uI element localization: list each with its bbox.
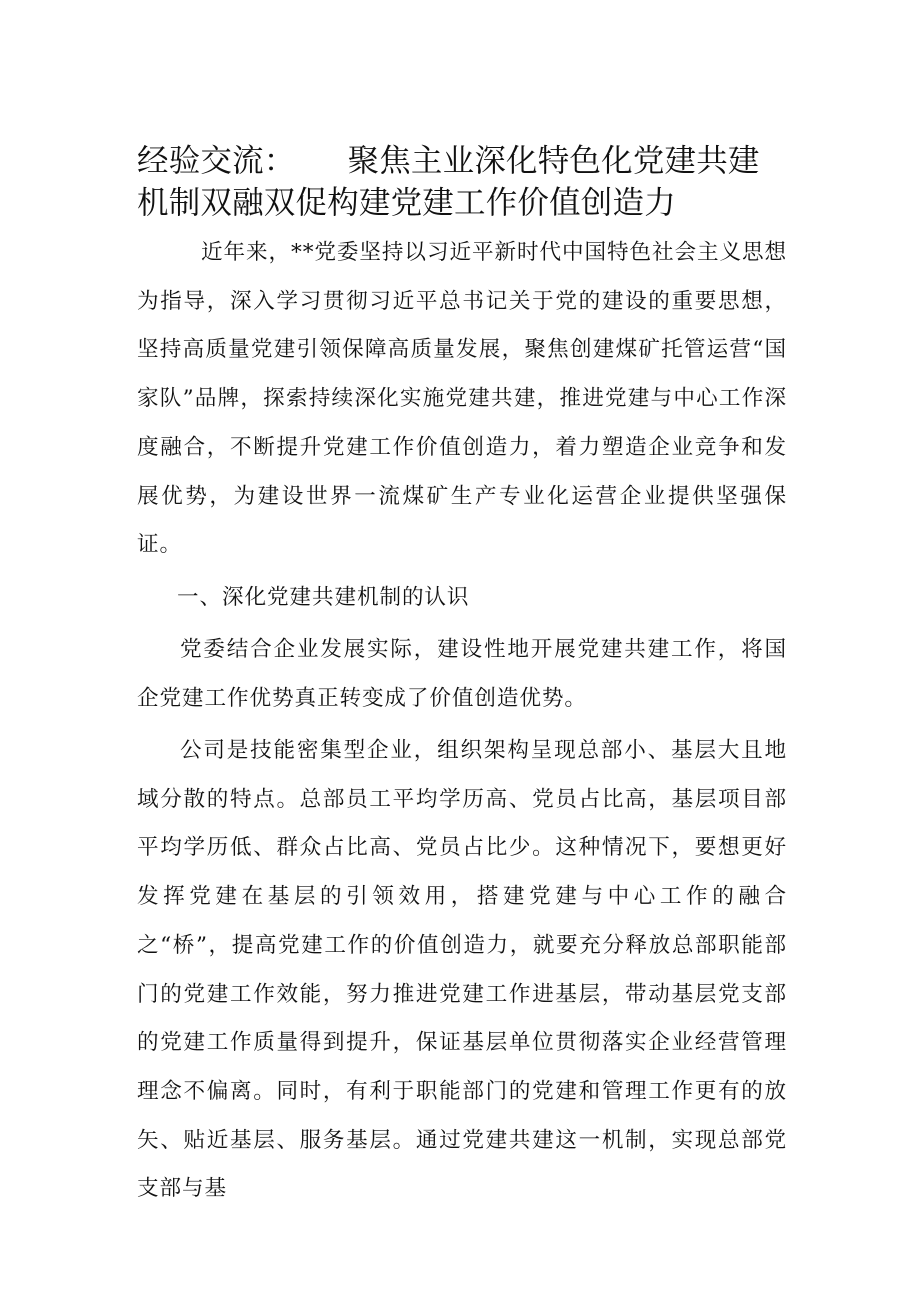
title-prefix: 经验交流： (137, 143, 296, 179)
document-title (137, 140, 797, 224)
section-heading: 一、深化党建共建机制的认识 (177, 585, 470, 610)
title-line-2: 机制双融双促构建党建工作价值创造力 (137, 185, 676, 221)
title-main: 聚焦主业深化特色化党建共建 (347, 143, 760, 179)
body-paragraph: 公司是技能密集型企业，组织架构呈现总部小、基层大且地域分散的特点。总部员工平均学历高、党员占比高，基层项目部平均学历低、群众占比高、党员占比少。这种情况下，要想更好发挥党建在基层的引领效用，搭建党建与中心工作的融合之“桥”，提高党建工作的价值创造力，就要充分释放总部职能部门的党建工作效能，努力推进党建工作进基层，带动基层党支部的党建工作质量得到提升，保证基层单位贯彻落实企业经营管理理念不偏离。同时，有利于职能部门的党建和管理工作更有的放矢、贴近基层、服务基层。通过党建共建这一机制，实现总部党支部与基 (137, 738, 787, 1202)
intro-paragraph: 近年来，**党委坚持以习近平新时代中国特色社会主义思想为指导，深入学习贯彻习近平总书记关于党的建设的重要思想，坚持高质量党建引领保障高质量发展，聚焦创建煤矿托管运营“国家队”品牌，探索持续深化实施党建共建，推进党建与中心工作深度融合，不断提升党建工作价值创造力，着力塑造企业竞争和发展优势，为建设世界一流煤矿生产专业化运营企业提供坚强保证。 (137, 240, 787, 558)
body-paragraph: 党委结合企业发展实际，建设性地开展党建共建工作，将国企党建工作优势真正转变成了价值创造优势。 (137, 637, 787, 711)
